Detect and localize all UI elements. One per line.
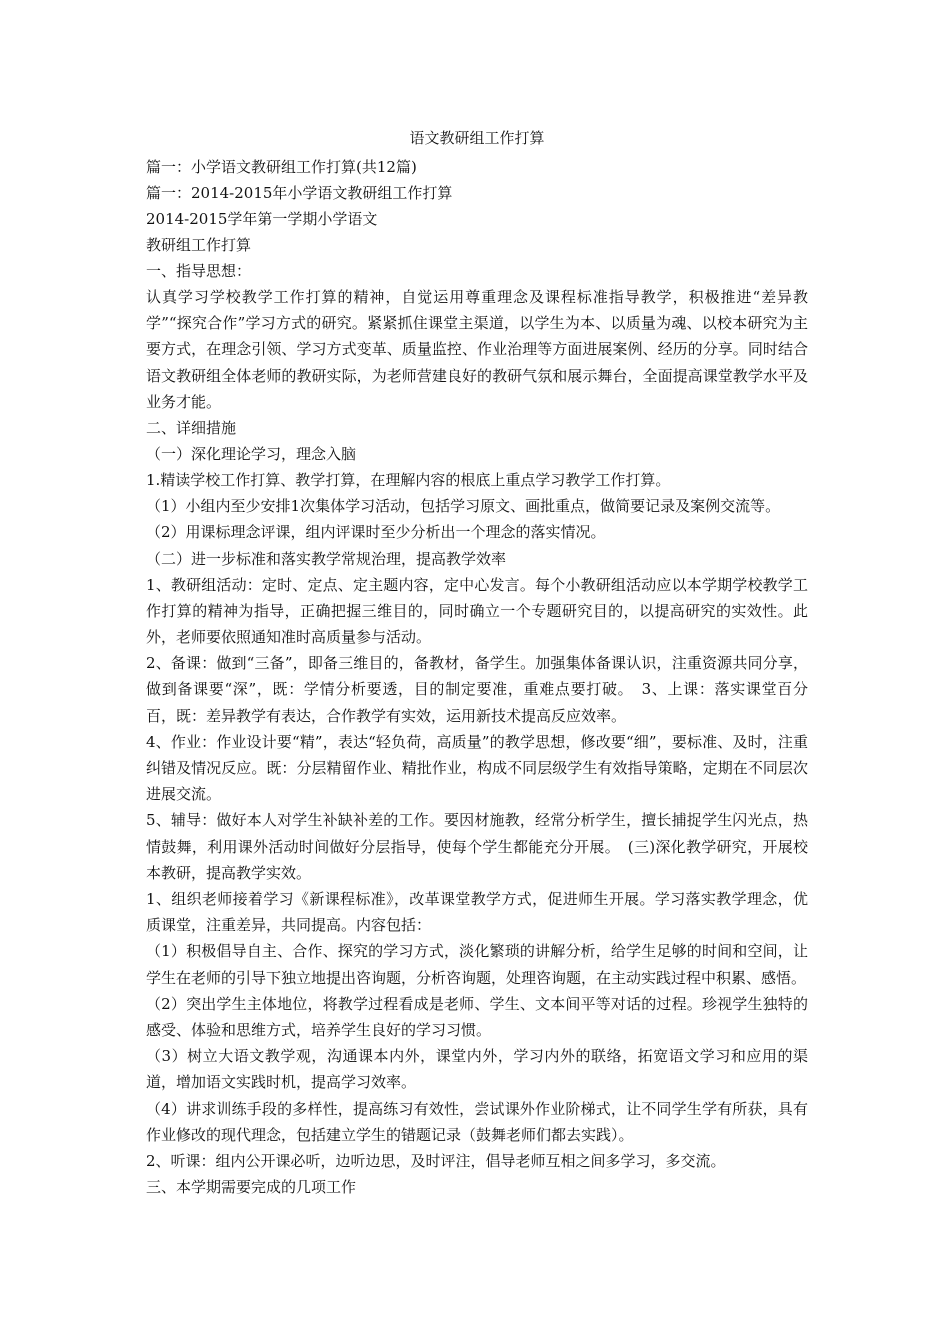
heading-part-one: 篇一：小学语文教研组工作打算(共12篇) [146, 158, 417, 176]
paragraph-item-3-1-2: （2）突出学生主体地位，将教学过程看成是老师、学生、文本间平等对话的过程。珍视学生独特的感受、体验和思维方式，培养学生良好的学习习惯。 [146, 994, 808, 1040]
heading-plan: 教研组工作打算 [146, 236, 252, 254]
heading-part-one-year: 篇一：2014-2015年小学语文教研组工作打算 [146, 184, 453, 202]
paragraph-item-1-1: 1.精读学校工作打算、教学打算，在理解内容的根底上重点学习教学工作打算。 [146, 471, 671, 490]
heading-sub-theory: （一）深化理论学习，理念入脑 [146, 445, 357, 464]
paragraph-item-3-2: 2、听课：组内公开课必听，边听边思，及时评注，倡导老师互相之间多学习，多交流。 [146, 1152, 726, 1171]
heading-section-three: 三、本学期需要完成的几项工作 [146, 1178, 357, 1197]
paragraph-item-1-2: （1）小组内至少安排1次集体学习活动，包括学习原文、画批重点，做简要记录及案例交流等。 [146, 497, 781, 516]
paragraph-item-3-1: 1、组织老师接着学习《新课程标准》，改革课堂教学方式，促进师生开展。学习落实教学理念，优质课堂，注重差异，共同提高。内容包括： [146, 890, 808, 935]
heading-sub-routine: （二）进一步标准和落实教学常规治理，提高教学效率 [146, 549, 507, 568]
paragraph-item-2-1: 1、教研组活动：定时、定点、定主题内容，定中心发言。每个小教研组活动应以本学期学校教学工作打算的精神为指导，正确把握三维目的，同时确立一个专题研究目的，以提高研究的实效性。此外，老师要依照通知准时高质量参与活动。 [146, 575, 808, 647]
heading-measures: 二、详细措施 [146, 419, 237, 438]
paragraph-item-3-1-4: （4）讲求训练手段的多样性，提高练习有效性，尝试课外作业阶梯式，让不同学生学有所获，具有作业修改的现代理念，包括建立学生的错题记录（鼓舞老师们都去实践）。 [146, 1099, 808, 1144]
heading-semester: 2014-2015学年第一学期小学语文 [146, 210, 378, 228]
paragraph-item-1-3: （2）用课标理念评课，组内评课时至少分析出一个理念的落实情况。 [146, 523, 606, 542]
heading-guiding-thought: 一、指导思想： [146, 262, 252, 280]
paragraph-guiding-thought: 认真学习学校教学工作打算的精神，自觉运用尊重理念及课程标准指导教学，积极推进“差异教学”“探究合作”学习方式的研究。紧紧抓住课堂主渠道，以学生为本、以质量为魂、以校本研究为主要方式，在理念引领、学习方式变革、质量监控、作业治理等方面进展案例、经历的分享。同时结合语文教研组全体老师的教研实际，为老师营建良好的教研气氛和展示舞台，全面提高课堂教学水平及业务才能。 [146, 288, 808, 411]
document-page [146, 128, 808, 1200]
paragraph-item-2-2: 2、备课：做到“三备”，即备三维目的，备教材，备学生。加强集体备课认识，注重资源共同分享，做到备课要“深”，既：学情分析要透，目的制定要准，重难点要打破。 3、上课：落实课堂百分百，既：差异教学有表达，合作教学有实效，运用新技术提高反应效率。 [146, 654, 808, 725]
document-title: 语文教研组工作打算 [409, 129, 545, 147]
paragraph-item-2-5: 5、辅导：做好本人对学生补缺补差的工作。要因材施教，经常分析学生，擅长捕捉学生闪光点，热情鼓舞，利用课外活动时间做好分层指导，使每个学生都能充分开展。 (三)深化教学研究，开展校本教研，提高教学实效。 [146, 811, 808, 882]
paragraph-item-2-4: 4、作业：作业设计要“精”，表达“轻负荷，高质量”的教学思想，修改要“细”，要标准、及时，注重纠错及情况反应。既：分层精留作业、精批作业，构成不同层级学生有效指导策略，定期在不同层次进展交流。 [146, 732, 808, 804]
paragraph-item-3-1-1: （1）积极倡导自主、合作、探究的学习方式，淡化繁琐的讲解分析，给学生足够的时间和空间，让学生在老师的引导下独立地提出咨询题，分析咨询题，处理咨询题，在主动实践过程中积累、感悟。 [146, 942, 808, 987]
paragraph-item-3-1-3: （3）树立大语文教学观，沟通课本内外，课堂内外，学习内外的联络，拓宽语文学习和应用的渠道，增加语文实践时机，提高学习效率。 [146, 1047, 808, 1092]
